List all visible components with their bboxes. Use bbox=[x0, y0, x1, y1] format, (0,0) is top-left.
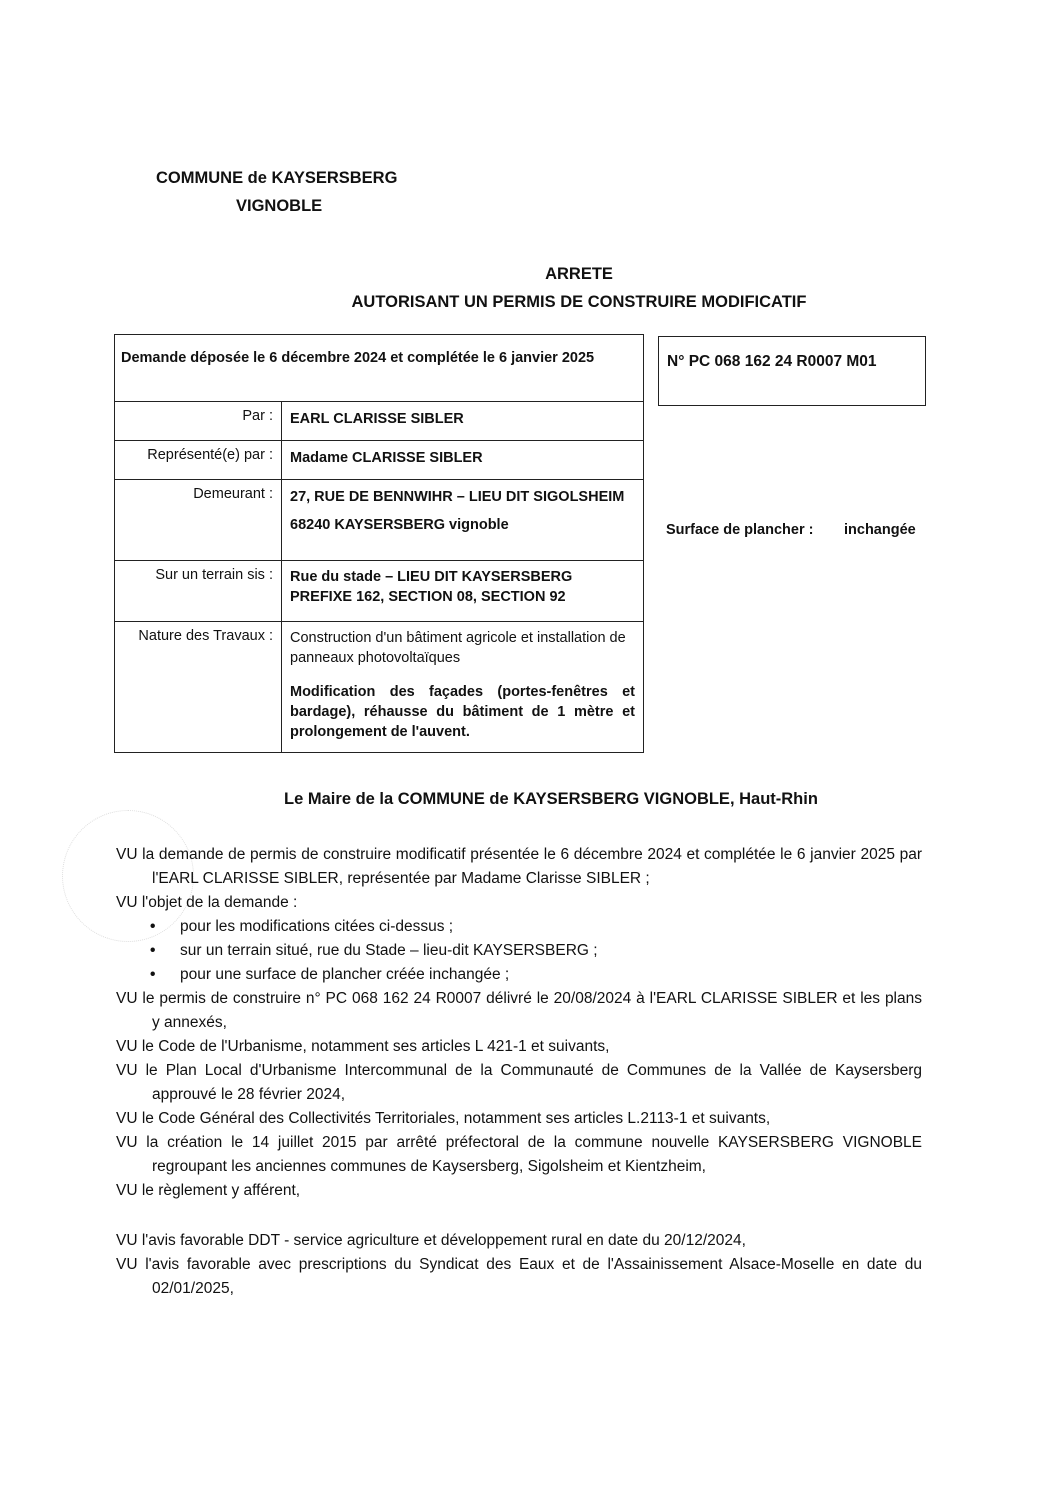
document-title bbox=[0, 260, 1058, 316]
land-value bbox=[282, 561, 644, 622]
table-row bbox=[115, 622, 644, 753]
applicant-value: EARL CLARISSE SIBLER bbox=[282, 402, 644, 441]
permit-number-box bbox=[658, 336, 926, 406]
row-label: Sur un terrain sis : bbox=[115, 561, 282, 622]
address-line1: 27, RUE DE BENNWIHR – LIEU DIT SIGOLSHEIM bbox=[290, 489, 625, 505]
vu-paragraph: VU le règlement y afférent, bbox=[116, 1182, 301, 1199]
vu-paragraph: VU l'avis favorable DDT - service agriculture et développement rural en date du 20/12/2024, bbox=[116, 1232, 746, 1249]
request-table bbox=[114, 334, 644, 753]
land-line1: Rue du stade – LIEU DIT KAYSERSBERG bbox=[290, 569, 573, 585]
mayor-heading bbox=[0, 790, 1058, 809]
considerations bbox=[116, 843, 922, 1301]
list-item: • pour les modifications citées ci-dessus ; bbox=[180, 915, 922, 939]
address-value bbox=[282, 480, 644, 561]
floor-area-label: Surface de plancher : bbox=[666, 522, 814, 538]
list-item: • sur un terrain situé, rue du Stade – lieu-dit KAYSERSBERG ; bbox=[180, 939, 922, 963]
vu-paragraph: VU l'objet de la demande : bbox=[116, 894, 298, 911]
vu-paragraph: VU le permis de construire n° PC 068 162 24 R0007 délivré le 20/08/2024 à l'EARL CLARISSE SIBLER et les plans y annexés, bbox=[116, 990, 922, 1031]
title-line1: ARRETE bbox=[545, 265, 613, 283]
floor-area-value: inchangée bbox=[844, 522, 916, 538]
table-row bbox=[115, 402, 644, 441]
mayor-heading-text: Le Maire de la COMMUNE de KAYSERSBERG VIGNOBLE, Haut-Rhin bbox=[284, 790, 818, 808]
list-item: • pour une surface de plancher créée inchangée ; bbox=[180, 963, 922, 987]
works-description: Construction d'un bâtiment agricole et installation de panneaux photovoltaïques bbox=[290, 630, 626, 666]
table-row bbox=[115, 441, 644, 480]
vu-paragraph: VU la demande de permis de construire modificatif présentée le 6 décembre 2024 et complétée le 6 janvier 2025 par l'EARL CLARISSE SIBLER, représentée par Madame Clarisse SIBLER ; bbox=[116, 846, 922, 887]
land-line2: PREFIXE 162, SECTION 08, SECTION 92 bbox=[290, 589, 566, 605]
representative-value: Madame CLARISSE SIBLER bbox=[282, 441, 644, 480]
table-row bbox=[115, 561, 644, 622]
row-label: Représenté(e) par : bbox=[115, 441, 282, 480]
works-modification: Modification des façades (portes-fenêtres et bardage), réhausse du bâtiment de 1 mètre et prolongement de l'auvent. bbox=[290, 684, 635, 740]
title-line2: AUTORISANT UN PERMIS DE CONSTRUIRE MODIFICATIF bbox=[351, 293, 807, 311]
vu-paragraph: VU le Plan Local d'Urbanisme Intercommunal de la Communauté de Communes de la Vallée de Kaysersberg approuvé le 28 février 2024, bbox=[116, 1062, 922, 1103]
row-label: Demeurant : bbox=[115, 480, 282, 561]
address-line2: 68240 KAYSERSBERG vignoble bbox=[290, 517, 509, 533]
commune-name-line2: VIGNOBLE bbox=[236, 197, 323, 215]
vu-paragraph: VU la création le 14 juillet 2015 par arrêté préfectoral de la commune nouvelle KAYSERSBERG VIGNOBLE regroupant les anciennes communes de Kaysersberg, Sigolsheim et Kientzheim, bbox=[116, 1134, 922, 1175]
row-label: Par : bbox=[115, 402, 282, 441]
table-row bbox=[115, 480, 644, 561]
vu-paragraph: VU le Code Général des Collectivités Territoriales, notamment ses articles L.2113-1 et suivants, bbox=[116, 1110, 771, 1127]
permit-number: N° PC 068 162 24 R0007 M01 bbox=[667, 353, 877, 370]
floor-area bbox=[666, 522, 916, 538]
request-header: Demande déposée le 6 décembre 2024 et complétée le 6 janvier 2025 bbox=[115, 335, 644, 402]
vu-paragraph: VU l'avis favorable avec prescriptions du Syndicat des Eaux et de l'Assainissement Alsace-Moselle en date du 02/01/2025, bbox=[116, 1256, 922, 1297]
works-value bbox=[282, 622, 644, 753]
object-list bbox=[116, 915, 922, 987]
commune-name: COMMUNE de KAYSERSBERG bbox=[156, 169, 398, 187]
commune-header bbox=[156, 164, 397, 220]
row-label: Nature des Travaux : bbox=[115, 622, 282, 753]
vu-paragraph: VU le Code de l'Urbanisme, notamment ses articles L 421-1 et suivants, bbox=[116, 1038, 610, 1055]
